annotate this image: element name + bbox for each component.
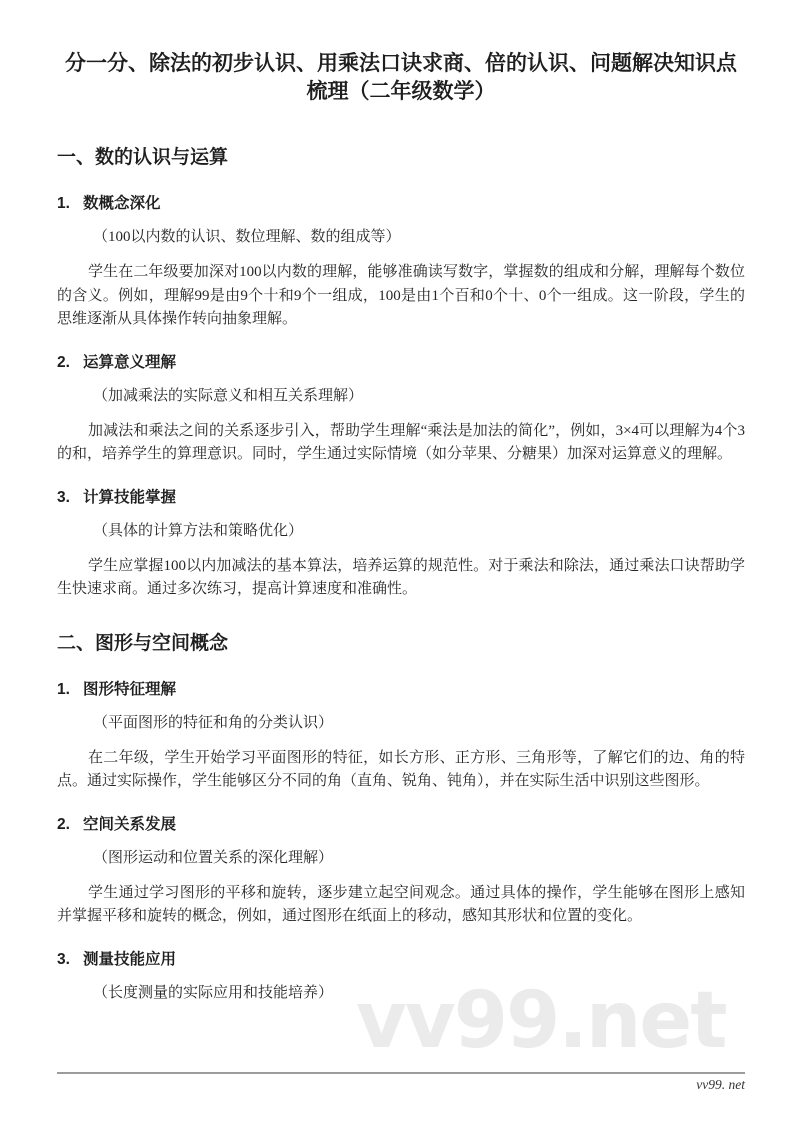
knowledge-point-title: 数概念深化 [82,195,161,212]
knowledge-point-heading [57,353,745,373]
knowledge-point-body: 学生通过学习图形的平移和旋转，逐步建立起空间观念。通过具体的操作，学生能够在图形上感知并掌握平移和旋转的概念，例如，通过图形在纸面上的移动，感知其形状和位置的变化。 [57,884,745,924]
knowledge-point-heading [57,194,745,214]
document-title: 分一分、除法的初步认识、用乘法口诀求商、倍的认识、问题解决知识点梳理（二年级数学） [65,52,737,103]
section-heading: 二、图形与空间概念 [57,632,229,654]
knowledge-point-number: 2. [57,815,70,833]
knowledge-point-subtitle: （加减乘法的实际意义和相互关系理解） [93,387,364,404]
knowledge-point-title: 运算意义理解 [82,353,176,371]
knowledge-point-subtitle: （图形运动和位置关系的深化理解） [93,849,334,866]
knowledge-point [57,680,745,794]
knowledge-point-number: 1. [57,195,70,212]
knowledge-point-subtitle: （具体的计算方法和策略优化） [93,522,304,539]
section-shapes-space [57,632,745,1004]
section-heading: 一、数的认识与运算 [57,147,229,168]
knowledge-point-body: 学生在二年级要加深对100以内数的理解，能够准确读写数字，掌握数的组成和分解，理解每个数位的含义。例如，理解99是由9个十和9个一组成，100是由1个百和0个十、0个一组成。这一阶段，学生的思维逐渐从具体操作转向抽象理解。 [57,264,745,327]
knowledge-point-body: 学生应掌握100以内加减法的基本算法，培养运算的规范性。对于乘法和除法，通过乘法口诀帮助学生快速求商。通过多次练习，提高计算速度和准确性。 [57,557,745,597]
knowledge-point [57,488,745,602]
knowledge-point-subtitle: （平面图形的特征和角的分类认识） [93,714,334,731]
knowledge-point-heading [57,680,745,700]
knowledge-point-number: 3. [57,488,70,506]
knowledge-point [57,815,745,929]
knowledge-point-title: 测量技能应用 [82,950,176,968]
knowledge-point [57,353,745,467]
knowledge-point-title: 图形特征理解 [82,680,176,698]
knowledge-point-number: 2. [57,353,70,371]
knowledge-point-body: 加减法和乘法之间的关系逐步引入，帮助学生理解“乘法是加法的简化”，例如，3×4可以理解为4个3的和，培养学生的算理意识。同时，学生通过实际情境（如分苹果、分糖果）加深对运算意义的理解。 [57,422,745,462]
section-number-concepts [57,146,745,602]
knowledge-point-number: 3. [57,950,70,968]
knowledge-point-subtitle: （100以内数的认识、数位理解、数的组成等） [93,229,401,245]
knowledge-point-heading [57,950,745,970]
knowledge-point-number: 1. [57,680,70,698]
document-content [57,50,745,1017]
knowledge-point-subtitle: （长度测量的实际应用和技能培养） [93,984,334,1001]
knowledge-point-title: 计算技能掌握 [82,488,176,506]
knowledge-point-heading [57,488,745,508]
watermark-text: vv99.net [356,976,726,1066]
page-footer [57,1072,745,1094]
knowledge-point [57,194,745,332]
knowledge-point-title: 空间关系发展 [82,815,176,833]
footer-site-text: vv99. net [696,1077,745,1092]
knowledge-point [57,950,745,1004]
knowledge-point-heading [57,815,745,835]
knowledge-point-body: 在二年级，学生开始学习平面图形的特征，如长方形、正方形、三角形等，了解它们的边、角的特点。通过实际操作，学生能够区分不同的角（直角、锐角、钝角），并在实际生活中识别这些图形。 [57,749,745,789]
